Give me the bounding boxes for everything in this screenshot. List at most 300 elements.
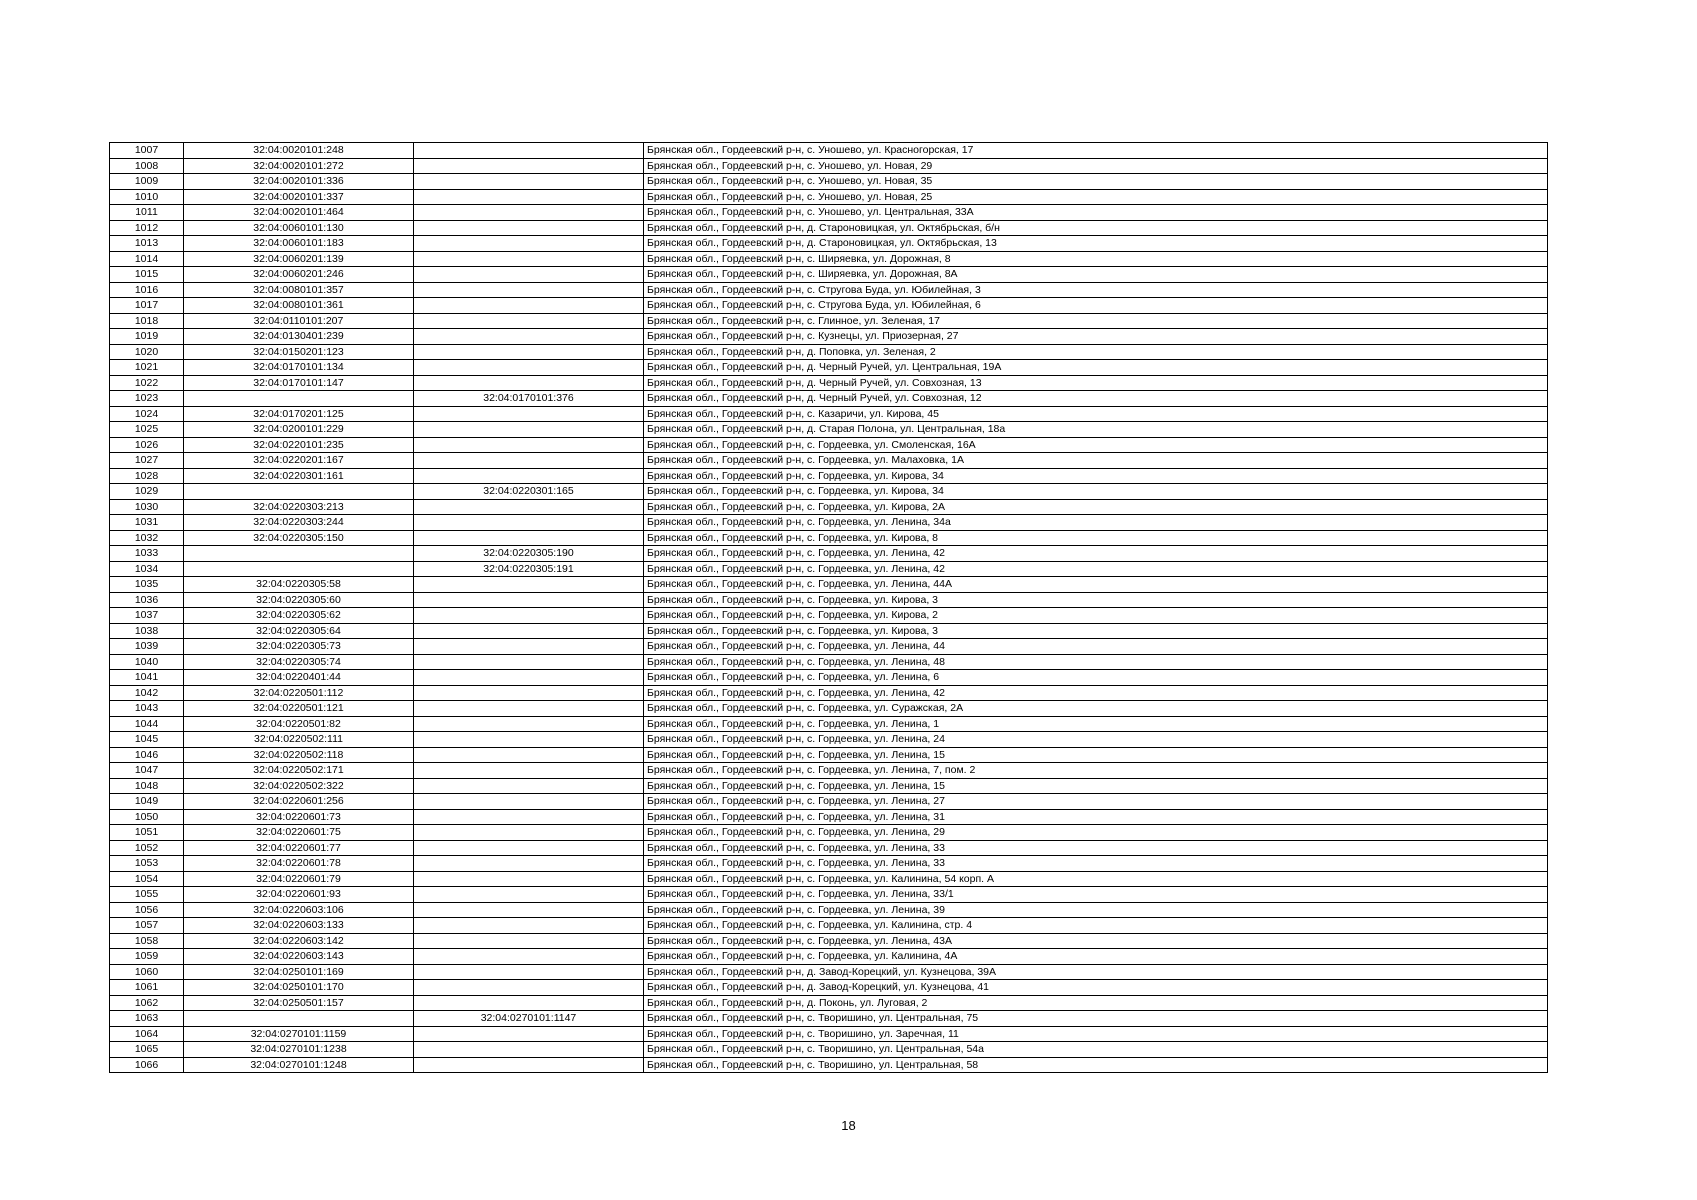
cadastral-number-cell: 32:04:0170101:147	[184, 375, 414, 391]
cadastral-number-cell: 32:04:0220305:64	[184, 623, 414, 639]
row-number-cell: 1019	[110, 329, 184, 345]
row-number-cell: 1017	[110, 298, 184, 314]
table-row	[110, 499, 1548, 515]
table-row	[110, 267, 1548, 283]
cadastral-number-cell: 32:04:0220601:256	[184, 794, 414, 810]
cadastral-number-cell: 32:04:0270101:1159	[184, 1026, 414, 1042]
row-number-cell: 1042	[110, 685, 184, 701]
cadastral-number-alt-cell	[414, 608, 644, 624]
row-number-cell: 1065	[110, 1042, 184, 1058]
row-number-cell: 1020	[110, 344, 184, 360]
cadastral-number-cell: 32:04:0220601:77	[184, 840, 414, 856]
cadastral-number-cell: 32:04:0020101:272	[184, 158, 414, 174]
row-number-cell: 1013	[110, 236, 184, 252]
cadastral-number-alt-cell	[414, 763, 644, 779]
row-number-cell: 1034	[110, 561, 184, 577]
address-cell: Брянская обл., Гордеевский р-н, д. Старая Полона, ул. Центральная, 18а	[644, 422, 1548, 438]
address-cell: Брянская обл., Гордеевский р-н, с. Гордеевка, ул. Ленина, 48	[644, 654, 1548, 670]
row-number-cell: 1047	[110, 763, 184, 779]
table-row	[110, 1042, 1548, 1058]
address-cell: Брянская обл., Гордеевский р-н, с. Гордеевка, ул. Ленина, 42	[644, 561, 1548, 577]
cadastral-number-cell: 32:04:0220601:78	[184, 856, 414, 872]
table-row	[110, 468, 1548, 484]
table-body	[110, 143, 1548, 1073]
cadastral-number-cell: 32:04:0220501:82	[184, 716, 414, 732]
cadastral-number-cell: 32:04:0220305:60	[184, 592, 414, 608]
cadastral-number-alt-cell	[414, 189, 644, 205]
table-row	[110, 546, 1548, 562]
cadastral-number-alt-cell	[414, 329, 644, 345]
row-number-cell: 1058	[110, 933, 184, 949]
row-number-cell: 1043	[110, 701, 184, 717]
cadastral-number-cell: 32:04:0220501:112	[184, 685, 414, 701]
address-cell: Брянская обл., Гордеевский р-н, с. Гордеевка, ул. Ленина, 34а	[644, 515, 1548, 531]
table-row	[110, 174, 1548, 190]
address-cell: Брянская обл., Гордеевский р-н, с. Гордеевка, ул. Кирова, 8	[644, 530, 1548, 546]
cadastral-number-alt-cell	[414, 654, 644, 670]
cadastral-number-cell: 32:04:0250101:170	[184, 980, 414, 996]
row-number-cell: 1025	[110, 422, 184, 438]
row-number-cell: 1032	[110, 530, 184, 546]
address-cell: Брянская обл., Гордеевский р-н, с. Гордеевка, ул. Ленина, 33/1	[644, 887, 1548, 903]
cadastral-number-alt-cell	[414, 174, 644, 190]
address-cell: Брянская обл., Гордеевский р-н, с. Творишино, ул. Заречная, 11	[644, 1026, 1548, 1042]
table-row	[110, 298, 1548, 314]
cadastral-number-cell: 32:04:0110101:207	[184, 313, 414, 329]
cadastral-number-cell: 32:04:0220305:62	[184, 608, 414, 624]
cadastral-number-alt-cell	[414, 406, 644, 422]
table-row	[110, 933, 1548, 949]
cadastral-number-cell: 32:04:0220603:106	[184, 902, 414, 918]
row-number-cell: 1015	[110, 267, 184, 283]
cadastral-number-alt-cell	[414, 871, 644, 887]
row-number-cell: 1029	[110, 484, 184, 500]
address-cell: Брянская обл., Гордеевский р-н, с. Творишино, ул. Центральная, 75	[644, 1011, 1548, 1027]
address-cell: Брянская обл., Гордеевский р-н, д. Завод-Корецкий, ул. Кузнецова, 39А	[644, 964, 1548, 980]
table-row	[110, 561, 1548, 577]
row-number-cell: 1045	[110, 732, 184, 748]
cadastral-number-cell: 32:04:0220101:235	[184, 437, 414, 453]
cadastral-number-cell: 32:04:0200101:229	[184, 422, 414, 438]
cadastral-number-cell: 32:04:0020101:337	[184, 189, 414, 205]
row-number-cell: 1031	[110, 515, 184, 531]
cadastral-number-alt-cell	[414, 732, 644, 748]
cadastral-number-alt-cell	[414, 933, 644, 949]
cadastral-number-cell: 32:04:0220502:118	[184, 747, 414, 763]
table-row	[110, 716, 1548, 732]
cadastral-number-alt-cell	[414, 143, 644, 159]
address-cell: Брянская обл., Гордеевский р-н, с. Гордеевка, ул. Ленина, 43А	[644, 933, 1548, 949]
table-row	[110, 329, 1548, 345]
table-row	[110, 871, 1548, 887]
cadastral-number-cell: 32:04:0220601:79	[184, 871, 414, 887]
table-row	[110, 577, 1548, 593]
row-number-cell: 1040	[110, 654, 184, 670]
cadastral-number-alt-cell	[414, 236, 644, 252]
address-cell: Брянская обл., Гордеевский р-н, с. Гордеевка, ул. Калинина, 4А	[644, 949, 1548, 965]
cadastral-number-alt-cell	[414, 282, 644, 298]
cadastral-number-alt-cell	[414, 685, 644, 701]
cadastral-number-cell: 32:04:0220305:150	[184, 530, 414, 546]
address-cell: Брянская обл., Гордеевский р-н, д. Поконь, ул. Луговая, 2	[644, 995, 1548, 1011]
table-row	[110, 794, 1548, 810]
cadastral-number-alt-cell	[414, 825, 644, 841]
table-row	[110, 313, 1548, 329]
table-row	[110, 918, 1548, 934]
table-row	[110, 422, 1548, 438]
cadastral-number-alt-cell	[414, 902, 644, 918]
cadastral-number-alt-cell: 32:04:0270101:1147	[414, 1011, 644, 1027]
address-cell: Брянская обл., Гордеевский р-н, с. Уношево, ул. Новая, 29	[644, 158, 1548, 174]
table-row	[110, 608, 1548, 624]
address-cell: Брянская обл., Гордеевский р-н, с. Ширяевка, ул. Дорожная, 8	[644, 251, 1548, 267]
table-row	[110, 825, 1548, 841]
row-number-cell: 1052	[110, 840, 184, 856]
cadastral-number-alt-cell	[414, 716, 644, 732]
address-cell: Брянская обл., Гордеевский р-н, д. Староновицкая, ул. Октябрьская, б/н	[644, 220, 1548, 236]
table-row	[110, 158, 1548, 174]
cadastral-number-cell: 32:04:0220401:44	[184, 670, 414, 686]
address-cell: Брянская обл., Гордеевский р-н, с. Гордеевка, ул. Смоленская, 16А	[644, 437, 1548, 453]
address-cell: Брянская обл., Гордеевский р-н, с. Гордеевка, ул. Ленина, 42	[644, 546, 1548, 562]
cadastral-number-alt-cell	[414, 778, 644, 794]
table-row	[110, 809, 1548, 825]
cadastral-number-alt-cell	[414, 220, 644, 236]
cadastral-number-alt-cell	[414, 313, 644, 329]
cadastral-number-cell	[184, 391, 414, 407]
row-number-cell: 1014	[110, 251, 184, 267]
row-number-cell: 1007	[110, 143, 184, 159]
cadastral-number-cell: 32:04:0220305:58	[184, 577, 414, 593]
cadastral-number-cell: 32:04:0080101:357	[184, 282, 414, 298]
address-cell: Брянская обл., Гордеевский р-н, с. Стругова Буда, ул. Юбилейная, 6	[644, 298, 1548, 314]
cadastral-number-alt-cell	[414, 980, 644, 996]
table-row	[110, 437, 1548, 453]
row-number-cell: 1035	[110, 577, 184, 593]
address-cell: Брянская обл., Гордеевский р-н, с. Гордеевка, ул. Ленина, 42	[644, 685, 1548, 701]
cadastral-number-cell: 32:04:0020101:464	[184, 205, 414, 221]
address-cell: Брянская обл., Гордеевский р-н, д. Черный Ручей, ул. Совхозная, 12	[644, 391, 1548, 407]
cadastral-number-alt-cell	[414, 499, 644, 515]
table-row	[110, 515, 1548, 531]
row-number-cell: 1051	[110, 825, 184, 841]
table-row	[110, 902, 1548, 918]
address-cell: Брянская обл., Гордеевский р-н, с. Гордеевка, ул. Кирова, 2А	[644, 499, 1548, 515]
row-number-cell: 1060	[110, 964, 184, 980]
cadastral-number-alt-cell	[414, 794, 644, 810]
cadastral-number-alt-cell	[414, 964, 644, 980]
table-row	[110, 344, 1548, 360]
address-cell: Брянская обл., Гордеевский р-н, д. Староновицкая, ул. Октябрьская, 13	[644, 236, 1548, 252]
cadastral-number-cell: 32:04:0220603:143	[184, 949, 414, 965]
cadastral-number-cell: 32:04:0060101:183	[184, 236, 414, 252]
cadastral-number-cell: 32:04:0060201:139	[184, 251, 414, 267]
row-number-cell: 1024	[110, 406, 184, 422]
cadastral-number-cell: 32:04:0170201:125	[184, 406, 414, 422]
address-cell: Брянская обл., Гордеевский р-н, с. Уношево, ул. Красногорская, 17	[644, 143, 1548, 159]
cadastral-number-cell: 32:04:0060101:130	[184, 220, 414, 236]
table-row	[110, 654, 1548, 670]
table-row	[110, 360, 1548, 376]
address-cell: Брянская обл., Гордеевский р-н, с. Ширяевка, ул. Дорожная, 8А	[644, 267, 1548, 283]
table-row	[110, 778, 1548, 794]
row-number-cell: 1028	[110, 468, 184, 484]
address-cell: Брянская обл., Гордеевский р-н, с. Глинное, ул. Зеленая, 17	[644, 313, 1548, 329]
table-row	[110, 701, 1548, 717]
cadastral-number-alt-cell	[414, 515, 644, 531]
cadastral-number-alt-cell	[414, 1042, 644, 1058]
address-cell: Брянская обл., Гордеевский р-н, с. Гордеевка, ул. Кирова, 3	[644, 592, 1548, 608]
address-cell: Брянская обл., Гордеевский р-н, с. Кузнецы, ул. Приозерная, 27	[644, 329, 1548, 345]
address-cell: Брянская обл., Гордеевский р-н, с. Гордеевка, ул. Калинина, стр. 4	[644, 918, 1548, 934]
cadastral-number-alt-cell	[414, 298, 644, 314]
cadastral-number-cell: 32:04:0220603:133	[184, 918, 414, 934]
row-number-cell: 1010	[110, 189, 184, 205]
cadastral-number-cell: 32:04:0220501:121	[184, 701, 414, 717]
row-number-cell: 1050	[110, 809, 184, 825]
cadastral-number-alt-cell	[414, 995, 644, 1011]
cadastral-number-alt-cell	[414, 639, 644, 655]
cadastral-number-alt-cell	[414, 856, 644, 872]
page-number: 18	[841, 1118, 856, 1133]
cadastral-number-alt-cell	[414, 437, 644, 453]
table-row	[110, 732, 1548, 748]
cadastral-number-cell: 32:04:0220305:74	[184, 654, 414, 670]
table-row	[110, 840, 1548, 856]
table-row	[110, 484, 1548, 500]
address-cell: Брянская обл., Гордеевский р-н, д. Черный Ручей, ул. Совхозная, 13	[644, 375, 1548, 391]
address-cell: Брянская обл., Гордеевский р-н, с. Гордеевка, ул. Калинина, 54 корп. А	[644, 871, 1548, 887]
row-number-cell: 1012	[110, 220, 184, 236]
table-row	[110, 1026, 1548, 1042]
table-row	[110, 453, 1548, 469]
cadastral-number-alt-cell	[414, 267, 644, 283]
table-row	[110, 236, 1548, 252]
row-number-cell: 1053	[110, 856, 184, 872]
cadastral-number-alt-cell	[414, 809, 644, 825]
table-row	[110, 375, 1548, 391]
row-number-cell: 1041	[110, 670, 184, 686]
row-number-cell: 1054	[110, 871, 184, 887]
cadastral-number-cell: 32:04:0220201:167	[184, 453, 414, 469]
address-cell: Брянская обл., Гордеевский р-н, с. Гордеевка, ул. Кирова, 34	[644, 484, 1548, 500]
cadastral-number-alt-cell	[414, 1026, 644, 1042]
cadastral-number-alt-cell	[414, 375, 644, 391]
cadastral-number-alt-cell	[414, 158, 644, 174]
row-number-cell: 1048	[110, 778, 184, 794]
table-row	[110, 639, 1548, 655]
row-number-cell: 1049	[110, 794, 184, 810]
address-cell: Брянская обл., Гордеевский р-н, с. Гордеевка, ул. Кирова, 34	[644, 468, 1548, 484]
address-cell: Брянская обл., Гордеевский р-н, с. Гордеевка, ул. Ленина, 29	[644, 825, 1548, 841]
cadastral-number-alt-cell	[414, 422, 644, 438]
cadastral-number-alt-cell	[414, 623, 644, 639]
cadastral-number-alt-cell	[414, 918, 644, 934]
cadastral-number-cell: 32:04:0220603:142	[184, 933, 414, 949]
address-cell: Брянская обл., Гордеевский р-н, с. Казаричи, ул. Кирова, 45	[644, 406, 1548, 422]
table-row	[110, 980, 1548, 996]
cadastral-number-cell: 32:04:0220303:213	[184, 499, 414, 515]
cadastral-number-alt-cell	[414, 670, 644, 686]
table-row	[110, 143, 1548, 159]
cadastral-number-cell: 32:04:0270101:1248	[184, 1057, 414, 1073]
cadastral-number-alt-cell: 32:04:0220301:165	[414, 484, 644, 500]
cadastral-number-alt-cell	[414, 577, 644, 593]
cadastral-number-alt-cell: 32:04:0220305:190	[414, 546, 644, 562]
table-row	[110, 189, 1548, 205]
address-cell: Брянская обл., Гордеевский р-н, с. Творишино, ул. Центральная, 54а	[644, 1042, 1548, 1058]
row-number-cell: 1037	[110, 608, 184, 624]
table-row	[110, 1011, 1548, 1027]
row-number-cell: 1059	[110, 949, 184, 965]
table-row	[110, 964, 1548, 980]
cadastral-number-cell: 32:04:0220502:171	[184, 763, 414, 779]
cadastral-number-alt-cell	[414, 468, 644, 484]
table-row	[110, 205, 1548, 221]
row-number-cell: 1027	[110, 453, 184, 469]
address-cell: Брянская обл., Гордеевский р-н, с. Гордеевка, ул. Ленина, 15	[644, 778, 1548, 794]
cadastral-number-alt-cell	[414, 344, 644, 360]
cadastral-number-cell: 32:04:0220301:161	[184, 468, 414, 484]
row-number-cell: 1063	[110, 1011, 184, 1027]
table-row	[110, 391, 1548, 407]
cadastral-number-cell	[184, 1011, 414, 1027]
address-cell: Брянская обл., Гордеевский р-н, с. Гордеевка, ул. Кирова, 2	[644, 608, 1548, 624]
table-row	[110, 949, 1548, 965]
row-number-cell: 1009	[110, 174, 184, 190]
row-number-cell: 1064	[110, 1026, 184, 1042]
address-cell: Брянская обл., Гордеевский р-н, с. Гордеевка, ул. Ленина, 44А	[644, 577, 1548, 593]
row-number-cell: 1021	[110, 360, 184, 376]
table-row	[110, 763, 1548, 779]
address-cell: Брянская обл., Гордеевский р-н, с. Гордеевка, ул. Малаховка, 1А	[644, 453, 1548, 469]
cadastral-number-alt-cell	[414, 360, 644, 376]
cadastral-number-alt-cell: 32:04:0220305:191	[414, 561, 644, 577]
address-cell: Брянская обл., Гордеевский р-н, д. Завод-Корецкий, ул. Кузнецова, 41	[644, 980, 1548, 996]
row-number-cell: 1039	[110, 639, 184, 655]
row-number-cell: 1008	[110, 158, 184, 174]
address-cell: Брянская обл., Гордеевский р-н, с. Творишино, ул. Центральная, 58	[644, 1057, 1548, 1073]
address-cell: Брянская обл., Гордеевский р-н, с. Гордеевка, ул. Ленина, 24	[644, 732, 1548, 748]
address-cell: Брянская обл., Гордеевский р-н, с. Гордеевка, ул. Ленина, 44	[644, 639, 1548, 655]
address-cell: Брянская обл., Гордеевский р-н, с. Гордеевка, ул. Ленина, 39	[644, 902, 1548, 918]
cadastral-number-alt-cell	[414, 1057, 644, 1073]
row-number-cell: 1062	[110, 995, 184, 1011]
cadastral-number-cell: 32:04:0150201:123	[184, 344, 414, 360]
address-cell: Брянская обл., Гордеевский р-н, с. Гордеевка, ул. Ленина, 31	[644, 809, 1548, 825]
cadastral-number-cell: 32:04:0170101:134	[184, 360, 414, 376]
row-number-cell: 1018	[110, 313, 184, 329]
cadastral-number-cell: 32:04:0080101:361	[184, 298, 414, 314]
table-row	[110, 856, 1548, 872]
row-number-cell: 1061	[110, 980, 184, 996]
cadastral-number-cell: 32:04:0060201:246	[184, 267, 414, 283]
table-row	[110, 251, 1548, 267]
row-number-cell: 1057	[110, 918, 184, 934]
address-cell: Брянская обл., Гордеевский р-н, с. Гордеевка, ул. Ленина, 1	[644, 716, 1548, 732]
cadastral-number-cell	[184, 561, 414, 577]
table-row	[110, 685, 1548, 701]
row-number-cell: 1033	[110, 546, 184, 562]
address-cell: Брянская обл., Гордеевский р-н, с. Гордеевка, ул. Ленина, 6	[644, 670, 1548, 686]
row-number-cell: 1036	[110, 592, 184, 608]
row-number-cell: 1066	[110, 1057, 184, 1073]
row-number-cell: 1016	[110, 282, 184, 298]
row-number-cell: 1026	[110, 437, 184, 453]
address-cell: Брянская обл., Гордеевский р-н, с. Стругова Буда, ул. Юбилейная, 3	[644, 282, 1548, 298]
address-cell: Брянская обл., Гордеевский р-н, с. Уношево, ул. Новая, 35	[644, 174, 1548, 190]
row-number-cell: 1023	[110, 391, 184, 407]
cadastral-number-cell: 32:04:0020101:336	[184, 174, 414, 190]
cadastral-number-alt-cell	[414, 530, 644, 546]
address-cell: Брянская обл., Гордеевский р-н, с. Гордеевка, ул. Ленина, 27	[644, 794, 1548, 810]
cadastral-number-alt-cell	[414, 701, 644, 717]
address-cell: Брянская обл., Гордеевский р-н, с. Уношево, ул. Центральная, 33А	[644, 205, 1548, 221]
cadastral-number-cell	[184, 484, 414, 500]
cadastral-number-cell: 32:04:0220502:322	[184, 778, 414, 794]
row-number-cell: 1038	[110, 623, 184, 639]
address-cell: Брянская обл., Гордеевский р-н, с. Гордеевка, ул. Ленина, 15	[644, 747, 1548, 763]
table-row	[110, 747, 1548, 763]
cadastral-number-cell: 32:04:0220601:75	[184, 825, 414, 841]
row-number-cell: 1044	[110, 716, 184, 732]
cadastral-number-cell: 32:04:0220601:93	[184, 887, 414, 903]
cadastral-number-alt-cell	[414, 205, 644, 221]
cadastral-number-cell: 32:04:0220502:111	[184, 732, 414, 748]
row-number-cell: 1022	[110, 375, 184, 391]
address-cell: Брянская обл., Гордеевский р-н, с. Гордеевка, ул. Ленина, 33	[644, 840, 1548, 856]
cadastral-number-cell: 32:04:0250101:169	[184, 964, 414, 980]
cadastral-number-alt-cell	[414, 251, 644, 267]
cadastral-number-alt-cell: 32:04:0170101:376	[414, 391, 644, 407]
table-row	[110, 592, 1548, 608]
address-cell: Брянская обл., Гордеевский р-н, с. Уношево, ул. Новая, 25	[644, 189, 1548, 205]
table-row	[110, 623, 1548, 639]
cadastral-number-alt-cell	[414, 747, 644, 763]
table-row	[110, 995, 1548, 1011]
row-number-cell: 1011	[110, 205, 184, 221]
table-row	[110, 530, 1548, 546]
address-cell: Брянская обл., Гордеевский р-н, с. Гордеевка, ул. Ленина, 7, пом. 2	[644, 763, 1548, 779]
cadastral-number-alt-cell	[414, 887, 644, 903]
row-number-cell: 1055	[110, 887, 184, 903]
table-row	[110, 282, 1548, 298]
table-row	[110, 670, 1548, 686]
table-row	[110, 220, 1548, 236]
cadastral-number-alt-cell	[414, 840, 644, 856]
cadastral-number-cell: 32:04:0020101:248	[184, 143, 414, 159]
cadastral-number-cell: 32:04:0270101:1238	[184, 1042, 414, 1058]
row-number-cell: 1030	[110, 499, 184, 515]
cadastral-number-cell: 32:04:0220601:73	[184, 809, 414, 825]
cadastral-number-cell	[184, 546, 414, 562]
table-row	[110, 887, 1548, 903]
cadastral-number-cell: 32:04:0220303:244	[184, 515, 414, 531]
address-cell: Брянская обл., Гордеевский р-н, д. Черный Ручей, ул. Центральная, 19А	[644, 360, 1548, 376]
row-number-cell: 1046	[110, 747, 184, 763]
cadastral-number-cell: 32:04:0220305:73	[184, 639, 414, 655]
address-cell: Брянская обл., Гордеевский р-н, с. Гордеевка, ул. Суражская, 2А	[644, 701, 1548, 717]
row-number-cell: 1056	[110, 902, 184, 918]
table-row	[110, 1057, 1548, 1073]
table-row	[110, 406, 1548, 422]
address-cell: Брянская обл., Гордеевский р-н, с. Гордеевка, ул. Кирова, 3	[644, 623, 1548, 639]
address-cell: Брянская обл., Гордеевский р-н, д. Поповка, ул. Зеленая, 2	[644, 344, 1548, 360]
cadastral-number-cell: 32:04:0250501:157	[184, 995, 414, 1011]
cadastral-number-alt-cell	[414, 592, 644, 608]
cadastral-number-cell: 32:04:0130401:239	[184, 329, 414, 345]
cadastral-number-alt-cell	[414, 453, 644, 469]
